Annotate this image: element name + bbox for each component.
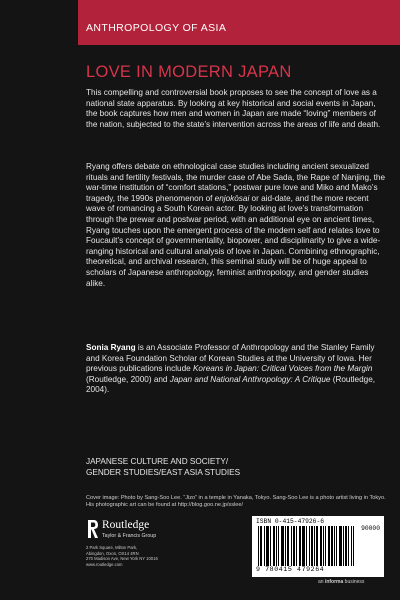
routledge-logo-icon [86, 519, 99, 539]
category-line: JAPANESE CULTURE AND SOCIETY/ [86, 457, 229, 466]
blurb-paragraph-2 [86, 162, 386, 289]
address-line: 2 Park Square, Milton Park, [86, 545, 138, 550]
isbn-text: ISBN 0-415-47926-6 [256, 518, 325, 525]
author-bio-text-3: (Routledge, 2004). [86, 374, 376, 395]
category-line: GENDER STUDIES/EAST ASIA STUDIES [86, 467, 241, 477]
author-bio [86, 343, 386, 396]
imprint-suffix: business [343, 579, 365, 585]
author-book-1: Koreans in Japan: Critical Voices from the Margin [192, 364, 373, 374]
price-code: 90000 [361, 525, 380, 532]
barcode-box [252, 516, 384, 577]
blurb-paragraph-1: This compelling and controversial book proposes to see the concept of love as a national state apparatus. By looking at key historical and social events in Japan, the book captures how men and women in Japan are made “loving” members of the nation, subjected to the state’s intervention across the areas of life and death. [86, 88, 381, 129]
author-book-2: Japan and National Anthropology: A Critique [169, 374, 331, 384]
blurb-2-text-b: or aid-date, and the more recent wave of romancing a South Korean actor. By looking at love’s transformation through the prewar and postwar period, with an additional eye on ancient times, Ryang touches upon the emergent process of the modern self and relates love to Foucault’s concept of governmentality, biopower, and disciplinarity to give a wide-ranging historical and cultural analysis of love in Japan. Combining ethnographic, theoretical, and archival research, this seminal study will be of huge appeal to scholars of Japanese anthropology, feminist anthropology, and gender studies alike. [86, 193, 381, 288]
subject-categories [86, 457, 386, 478]
author-bio-text-1: is an Associate Professor of Anthropology and the Stanley Family and Korea Foundation Scholar of Korean Studies at the University of Iowa. Her previous publications include [86, 343, 375, 374]
series-title: ANTHROPOLOGY OF ASIA [86, 22, 227, 34]
imprint-brand: informa [324, 579, 344, 585]
book-title: LOVE IN MODERN JAPAN [86, 63, 292, 81]
blurb-2-text-a: Ryang offers debate on ethnological case studies including ancient sexualized rituals and fertility festivals, the murder case of Abe Sada, the Rape of Nanjing, the war-time institution of “comfort stations,” postwar pure love and Miko and Mako’s tragedy, the 1990s phenomenon of [86, 162, 386, 203]
blurb-2-term: enjokōsai [214, 193, 250, 203]
publisher-address [86, 545, 216, 567]
address-line: 270 Madison Ave, New York NY 10016 [86, 556, 158, 562]
author-bio-text-2: (Routledge, 2000) and [86, 374, 170, 384]
ean-number: 9 780415 479264 [256, 566, 325, 573]
imprint-prefix: an [318, 579, 325, 585]
address-line: Abingdon, Oxon, OX14 4RN [86, 550, 139, 556]
barcode-icon [258, 526, 354, 566]
cover-image-credit: Cover image: Photo by Sang-Soo Lee. “Jizo” in a temple in Yanaka, Tokyo. Sang-Soo Lee is a photo artist living in Tokyo. His photographic art can be found at http://blog.goo.ne.jp/sslee/ [86, 495, 386, 509]
address-line: www.routledge.com [86, 561, 123, 567]
imprint-line [318, 579, 364, 585]
author-name: Sonia Ryang [86, 343, 136, 352]
publisher-name: Routledge [102, 519, 150, 531]
publisher-group: Taylor & Francis Group [102, 533, 157, 539]
